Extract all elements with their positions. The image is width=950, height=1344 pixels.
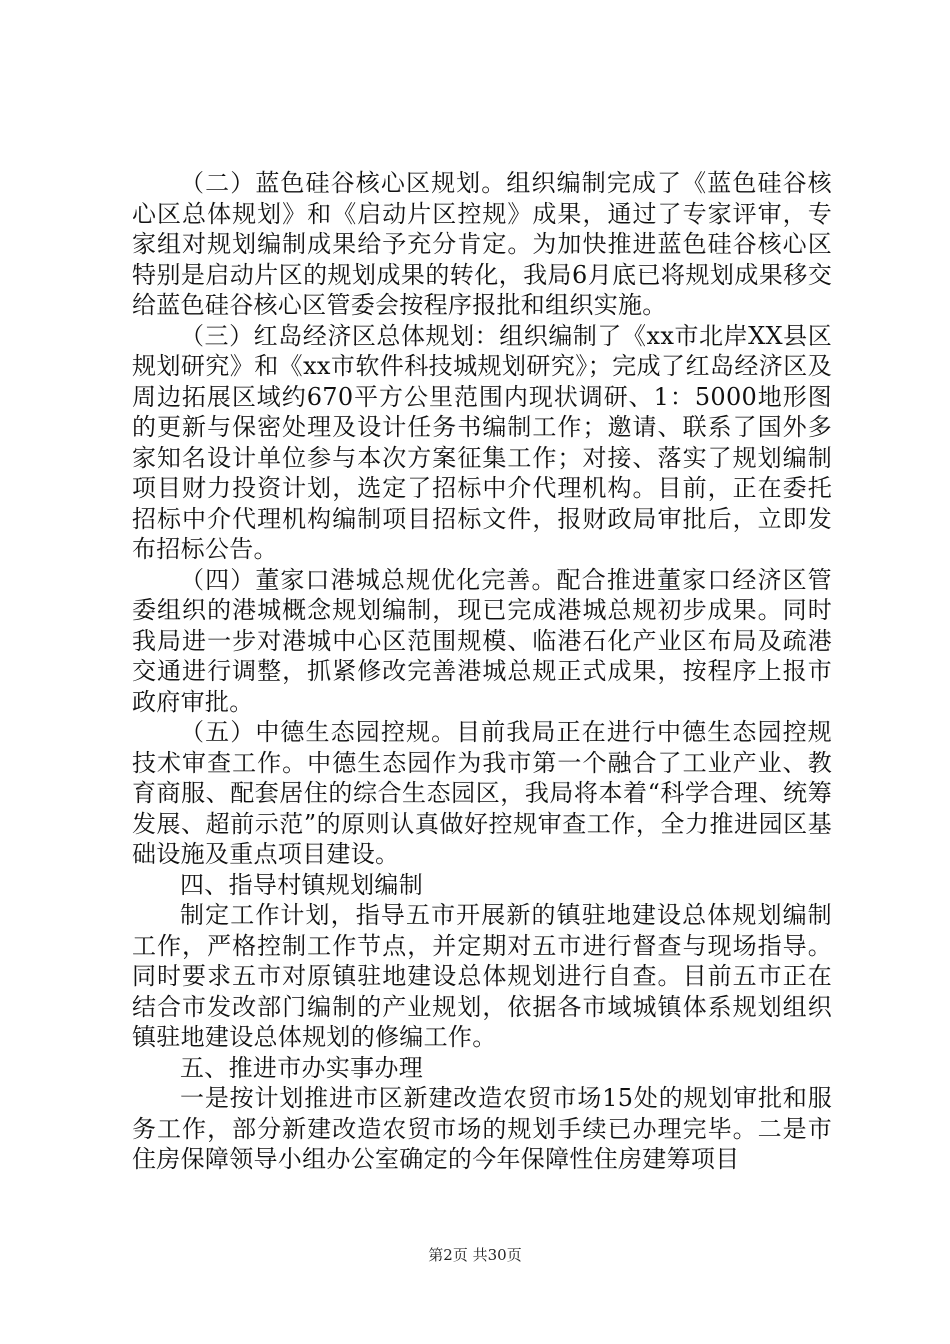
paragraph-city-affairs: 一是按计划推进市区新建改造农贸市场15处的规划审批和服务工作，部分新建改造农贸市场的规划手续已办理完毕。二是市住房保障领导小组办公室确定的今年保障性住房建筹项目 bbox=[132, 1084, 832, 1173]
page-number-footer: 第2页 共30页 bbox=[428, 1246, 522, 1264]
paragraph-section-three: （三）红岛经济区总体规划：组织编制了《xx市北岸XX县区规划研究》和《xx市软件科技城规划研究》；完成了红岛经济区及周边拓展区域约670平方公里范围内现状调研、1：5000地形图的更新与保密处理及设计任务书编制工作；邀请、联系了国外多家知名设计单位参与本次方案征集工作；对接、落实了规划编制项目财力投资计划，选定了招标中介代理机构。目前，正在委托招标中介代理机构编制项目招标文件，报财政局审批后，立即发布招标公告。 bbox=[132, 321, 832, 563]
heading-village-planning: 四、指导村镇规划编制 bbox=[180, 870, 423, 899]
paragraph-section-four: （四）董家口港城总规优化完善。配合推进董家口经济区管委组织的港城概念规划编制，现已完成港城总规初步成果。同时我局进一步对港城中心区范围规模、临港石化产业区布局及疏港交通进行调整，抓紧修改完善港城总规正式成果，按程序上报市政府审批。 bbox=[132, 565, 832, 716]
heading-city-affairs: 五、推进市办实事办理 bbox=[180, 1053, 423, 1082]
paragraph-section-two: （二）蓝色硅谷核心区规划。组织编制完成了《蓝色硅谷核心区总体规划》和《启动片区控规》成果，通过了专家评审，专家组对规划编制成果给予充分肯定。为加快推进蓝色硅谷核心区特别是启动片区的规划成果的转化，我局6月底已将规划成果移交给蓝色硅谷核心区管委会按程序报批和组织实施。 bbox=[132, 169, 832, 319]
paragraph-village-planning: 制定工作计划，指导五市开展新的镇驻地建设总体规划编制工作，严格控制工作节点，并定期对五市进行督查与现场指导。同时要求五市对原镇驻地建设总体规划进行自查。目前五市正在结合市发改部门编制的产业规划，依据各市域城镇体系规划组织镇驻地建设总体规划的修编工作。 bbox=[132, 901, 832, 1051]
paragraph-section-five: （五）中德生态园控规。目前我局正在进行中德生态园控规技术审查工作。中德生态园作为我市第一个融合了工业产业、教育商服、配套居住的综合生态园区，我局将本着“科学合理、统筹发展、超前示范”的原则认真做好控规审查工作，全力推进园区基础设施及重点项目建设。 bbox=[132, 718, 832, 868]
document-body bbox=[132, 168, 832, 1175]
